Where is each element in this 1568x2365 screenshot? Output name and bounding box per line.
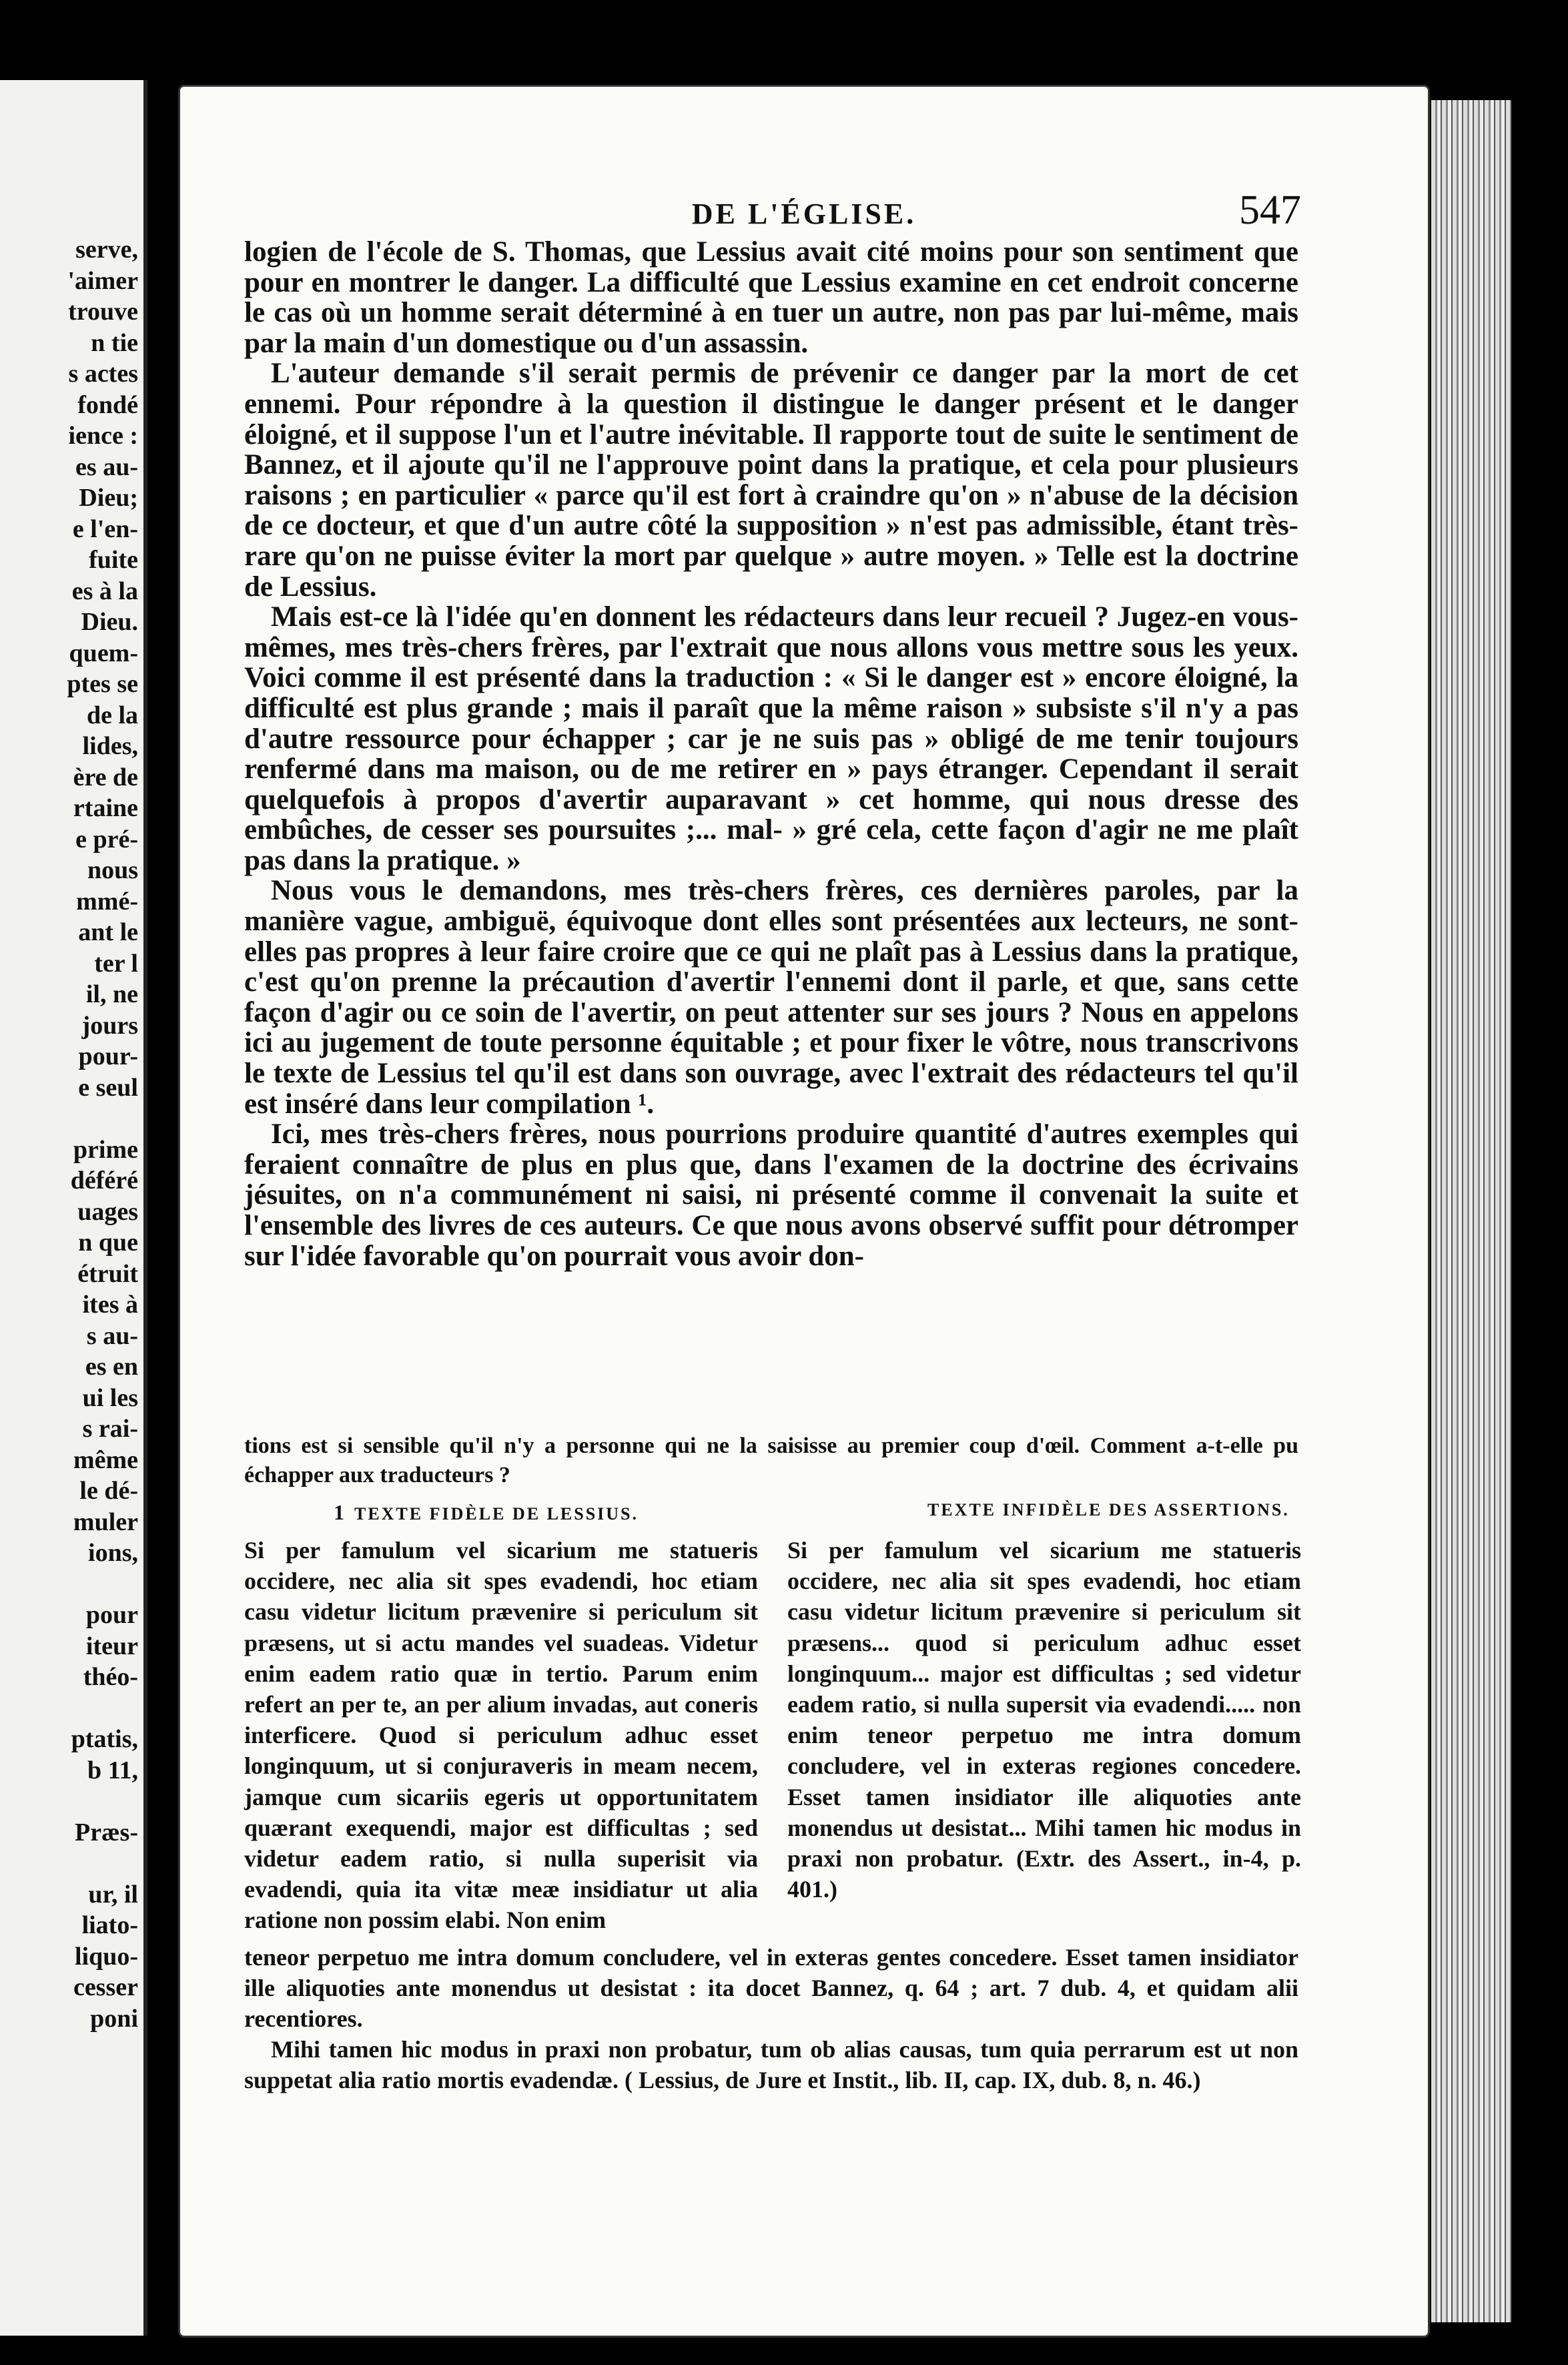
facing-page-line: quem- xyxy=(69,639,138,667)
running-head: DE L'ÉGLISE. xyxy=(691,198,917,230)
footnote-right-column: Si per famulum vel sicarium me statueris occidere, nec alia sit spes evadendi, hoc etiam casu videtur licitum prævenire si periculum sit præsens... quod si periculum adhuc esset longinquum... major est difficultas ; sed videtur eadem ratio, si nulla supersit via evadendi..... non enim teneor perpetuo me intra domum concludere, vel in exteras regiones concedere. Esset tamen insidiator ille aliquoties ante monendus ut desistat... Mihi tamen hic modus in praxi non probatur. (Extr. des Assert., in-4, p. 401.) xyxy=(787,1537,1301,1903)
facing-page-line: cesser xyxy=(73,1973,138,2001)
footnote-bottom-paragraph: teneor perpetuo me intra domum concludere, vel in exteras gentes concedere. Esset tamen insidiator ille aliquoties ante monendus ut desistat : ita docet Bannez, q. 64 ; art. 7 dub. 4, et quidam alii recentiores. xyxy=(244,1944,1298,2032)
facing-page-line: nous xyxy=(87,856,138,884)
facing-page-line: ience : xyxy=(68,422,138,450)
facing-page-line: uages xyxy=(77,1197,138,1226)
footnote-bottom-paragraph: Mihi tamen hic modus in praxi non probatur, tum ob alias causas, tum quia perrarum est ut non suppetat alia ratio mortis evadendæ. ( Lessius, de Jure et Instit., lib. II, cap. IX, dub. 8, n. 46.) xyxy=(244,2036,1298,2093)
facing-page-line: ère de xyxy=(73,763,138,791)
footnote-mark: 1 xyxy=(334,1500,346,1524)
facing-page-line: n tie xyxy=(91,328,138,357)
footnote-left-title xyxy=(334,1500,639,1525)
facing-page-line: ptes se xyxy=(67,670,138,698)
facing-page-line: liato- xyxy=(81,1911,138,1939)
facing-page-line: es au- xyxy=(75,452,138,481)
facing-page-line: es en xyxy=(85,1353,138,1381)
paragraph: Ici, mes très-chers frères, nous pourrions produire quantité d'autres exemples qui feraient connaître de plus en plus que, dans l'examen de la doctrine des écrivains jésuites, on n'a communément ni saisi, ni présenté comme il convenait la suite et l'ensemble des livres de ces auteurs. Ce que nous avons observé suffit pour détromper sur l'idée favorable qu'on pourrait vous avoir don- xyxy=(244,1118,1298,1272)
facing-page-line: b 11, xyxy=(87,1756,138,1784)
book-page xyxy=(180,87,1428,2336)
paragraph: Nous vous le demandons, mes très-chers frères, ces dernières paroles, par la manière vague, ambiguë, équivoque dont elles sont présentées aux lecteurs, ne sont-elles pas propres à leur faire croire que ce qui ne plaît pas à Lessius dans la pratique, c'est qu'on prenne la précaution d'avertir l'ennemi dont il parle, et que, sans cette façon d'agir ou ce soin de l'avertir, on peut attenter sur ses jours ? Nous en appelons ici au jugement de toute personne équitable ; et pour fixer le vôtre, nous transcrivons le texte de Lessius tel qu'il est dans son ouvrage, avec l'extrait des rédacteurs tel qu'il est inséré dans leur compilation ¹. xyxy=(244,875,1298,1120)
facing-page-line: ptatis, xyxy=(71,1725,138,1753)
facing-page-line: le dé- xyxy=(79,1477,138,1505)
facing-page-line: rtaine xyxy=(73,794,138,822)
footnote-bottom xyxy=(244,1942,1298,2095)
facing-page-line: ui les xyxy=(82,1383,138,1412)
facing-page-line: ites à xyxy=(82,1291,138,1319)
facing-page-line: pour- xyxy=(78,1042,138,1070)
facing-page-line: e l'en- xyxy=(72,515,138,543)
facing-page-line: Præs- xyxy=(75,1818,138,1846)
facing-page-line: mmé- xyxy=(76,887,138,916)
facing-page-line: e pré- xyxy=(75,825,138,854)
facing-page-line: iteur xyxy=(85,1632,138,1660)
facing-page-line: ur, il xyxy=(88,1880,138,1909)
facing-page-line: même xyxy=(73,1445,138,1474)
facing-page-line: fuite xyxy=(89,546,138,574)
page-number: 547 xyxy=(1239,188,1301,233)
facing-page-line: Dieu. xyxy=(81,608,138,636)
facing-page-line: Dieu; xyxy=(79,484,138,512)
facing-page-line: jours xyxy=(81,1011,138,1040)
facing-page-line: 'aimer xyxy=(67,266,138,295)
facing-page-line: ions, xyxy=(88,1539,138,1567)
facing-page-line: liquo- xyxy=(74,1942,138,1971)
footnote-left-column: Si per famulum vel sicarium me statueris occidere, nec alia sit spes evadendi, hoc etiam casu videtur licitum prævenire si periculum sit præsens, ut si actu mandes vel suadeas. Videtur enim eadem ratio quæ in tertio. Parum enim refert an per te, an per alium invadas, aut coneris interficere. Quod si periculum adhuc esset longinquum, ut si conjuraveris in meam necem, jamque cum sicariis egeris ut opportunitatem quærant exequendi, major est difficultas ; sed videtur eadem ratio, si nulla superisit via evadendi, quia ita vitæ meæ insidiatur ut alia ratione non possim elabi. Non enim xyxy=(244,1537,758,1934)
facing-page-line: pour xyxy=(85,1601,138,1629)
facing-page-line: s au- xyxy=(86,1321,138,1350)
main-text xyxy=(244,237,1298,1271)
facing-page-line: poni xyxy=(90,2004,138,2033)
facing-page-line: il, ne xyxy=(85,980,138,1008)
footnote-carryover: tions est si sensible qu'il n'y a personne qui ne la saisisse au premier coup d'œil. Comment a-t-elle pu échapper aux traducteurs ? xyxy=(244,1433,1298,1487)
facing-page-line: s rai- xyxy=(82,1415,138,1443)
paragraph: logien de l'école de S. Thomas, que Lessius avait cité moins pour son sentiment que pour en montrer le danger. La difficulté que Lessius examine en cet endroit concerne le cas où un homme serait déterminé à en tuer un autre, non pas par lui-même, mais par la main d'un domestique ou d'un assassin. xyxy=(244,236,1298,359)
facing-page-line: n que xyxy=(78,1229,138,1257)
facing-page-line: muler xyxy=(73,1507,138,1536)
facing-page-line: étruit xyxy=(77,1259,138,1288)
facing-page-line: e seul xyxy=(78,1073,138,1102)
facing-page-line: ter l xyxy=(94,949,138,978)
facing-page-line: fondé xyxy=(77,390,138,419)
facing-page-line: es à la xyxy=(71,577,138,605)
page-edges xyxy=(1431,100,1511,2322)
facing-page-line: prime xyxy=(73,1135,138,1164)
facing-page-line: serve, xyxy=(75,236,138,264)
facing-page-line: de la xyxy=(86,701,138,729)
footnote-right-title: TEXTE INFIDÈLE DES ASSERTIONS. xyxy=(927,1500,1290,1519)
facing-page-line: ant le xyxy=(78,918,138,946)
facing-page-line: lides, xyxy=(82,732,138,760)
facing-page-line: déféré xyxy=(70,1166,138,1195)
footnote-left-title-text: TEXTE FIDÈLE DE LESSIUS. xyxy=(354,1504,639,1524)
facing-page-line: s actes xyxy=(68,360,138,388)
facing-page-line: théo- xyxy=(83,1663,138,1691)
facing-page-line: trouve xyxy=(68,298,138,326)
paragraph: L'auteur demande s'il serait permis de prévenir ce danger par la mort de cet ennemi. Pour répondre à la question il distingue le danger présent et le danger éloigné, et il suppose l'un et l'autre inévitable. Il rapporte tout de suite le sentiment de Bannez, et il ajoute qu'il ne l'approuve point dans la pratique, et cela pour plusieurs raisons ; en particulier « parce qu'il est fort à craindre qu'on » n'abuse de la décision de ce docteur, et que d'un autre côté la supposition » n'est pas admissible, étant très-rare qu'on ne puisse éviter la mort par quelque » autre moyen. » Telle est la doctrine de Lessius. xyxy=(244,358,1298,603)
facing-page-fragment xyxy=(0,80,147,2336)
paragraph: Mais est-ce là l'idée qu'en donnent les rédacteurs dans leur recueil ? Jugez-en vous-mêmes, mes très-chers frères, par l'extrait que nous allons vous mettre sous les yeux. Voici comme il est présenté dans la traduction : « Si le danger est » encore éloigné, la difficulté est plus grande ; mais il paraît que la même raison » subsiste s'il n'y a pas d'autre ressource pour échapper ; car je ne suis pas » obligé de me tenir toujours renfermé dans ma maison, ou de me retirer en » pays étranger. Cependant il serait quelquefois à propos d'avertir auparavant » cet homme, qui nous dresse des embûches, de cesser ses poursuites ;... mal- » gré cela, cette façon d'agir ne me plaît pas dans la pratique. » xyxy=(244,601,1298,876)
